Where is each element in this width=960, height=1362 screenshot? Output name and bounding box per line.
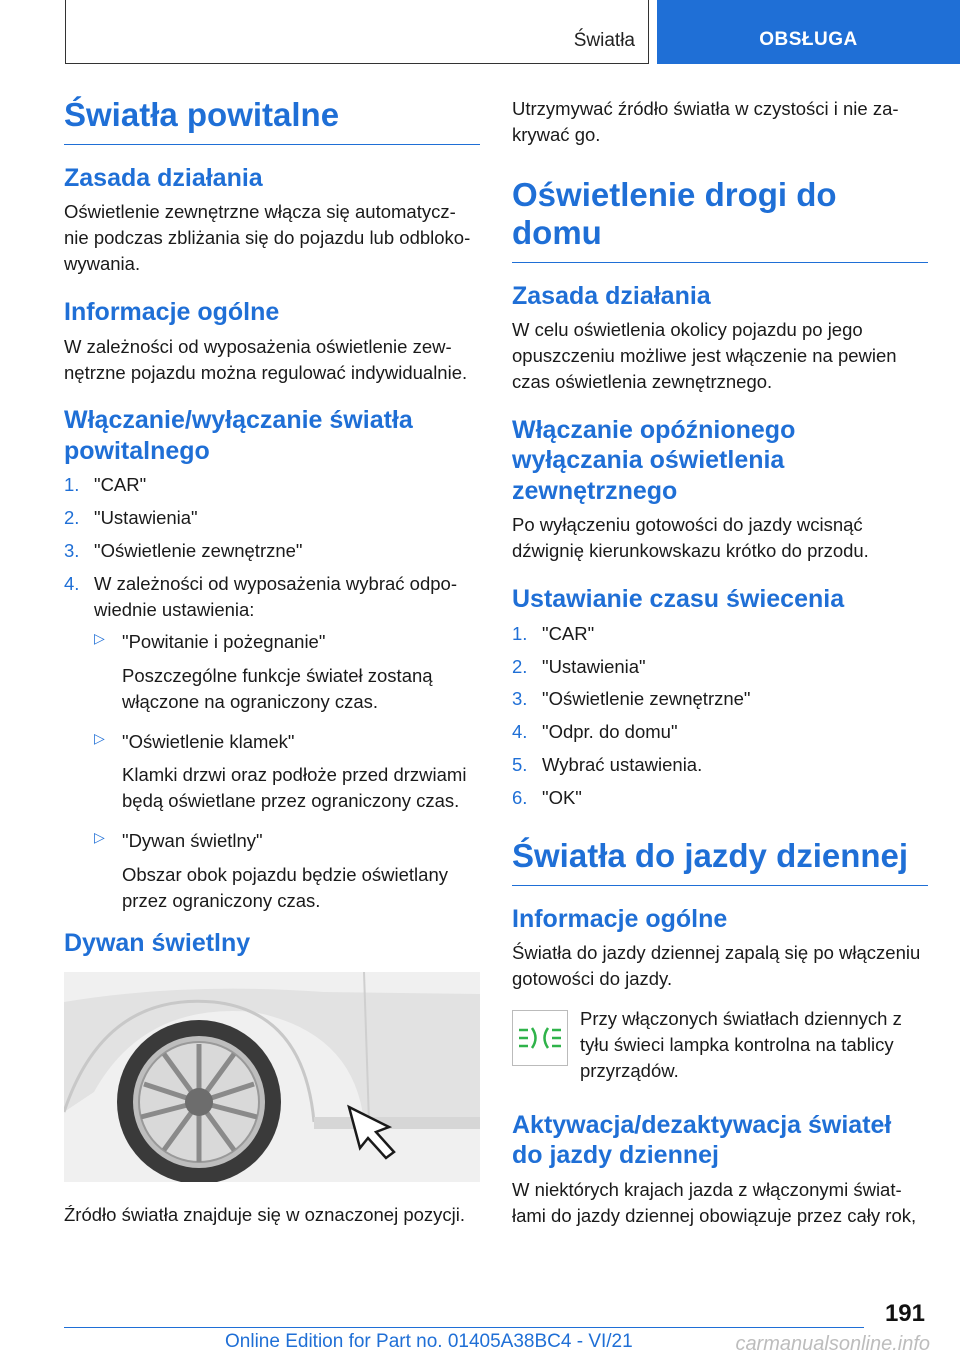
daytime-light-indicator-icon xyxy=(512,1010,568,1066)
right-column xyxy=(512,96,928,1249)
list-item: 6. "OK" xyxy=(512,787,582,809)
list-item: 4. W zależności od wyposażenia wybrać odpo- wiednie ustawienia: ▷ "Powitanie i pożegnanie" Poszczególne funkcje świateł zostaną włączone na ograniczony czas. ▷ "Oświetlenie klamek" Klamki drzwi oraz podłoże przed drzwiami będą oświetlane przez ograniczony czas. ▷ "Dywan świetlny" Obszar obok pojazdu będzie oświetlany przez ograniczony czas. xyxy=(64,571,480,914)
option-item: ▷ "Powitanie i pożegnanie" Poszczególne funkcje świateł zostaną włączone na ograniczony czas. xyxy=(94,629,433,712)
photo-caption: Źródło światła znajduje się w oznaczonej pozycji. xyxy=(64,1204,466,1226)
car-wheel-photo xyxy=(64,972,480,1182)
option-item: ▷ "Oświetlenie klamek" Klamki drzwi oraz podłoże przed drzwiami będą oświetlane przez ograniczony czas. xyxy=(94,729,467,812)
footer-edition: Online Edition for Part no. 01405A38BC4 - VI/21 xyxy=(225,1331,633,1352)
heading-general-info: Informacje ogólne xyxy=(64,298,280,327)
page-number: 191 xyxy=(884,1300,925,1327)
heading-toggle-welcome: Włączanie/wyłączanie światła powitalnego xyxy=(64,406,413,465)
triangle-icon: ▷ xyxy=(94,829,105,846)
header-section: Światła xyxy=(573,30,635,51)
heading-light-carpet: Dywan świetlny xyxy=(64,928,251,957)
heading-delayed-off: Włączanie opóźnionego wyłączania oświetlenia zewnętrznego xyxy=(512,415,796,505)
list-item: 3. "Oświetlenie zewnętrzne" xyxy=(512,688,751,710)
heading-activation: Aktywacja/dezaktywacja świateł do jazdy dziennej xyxy=(512,1110,892,1170)
options-list xyxy=(94,629,480,914)
indicator-note-text: Przy włączonych światłach dziennych z tyłu świeci lampka kontrolna na tablicy przyrządów. xyxy=(580,1008,902,1081)
steps-welcome xyxy=(64,472,480,913)
car-wheel-illustration xyxy=(64,972,480,1182)
title-daytime-running-lights: Światła do jazdy dziennej xyxy=(512,837,928,886)
title-welcome-lights: Światła powitalne xyxy=(64,96,480,145)
list-item: 1. "CAR" xyxy=(512,622,595,644)
heading-set-duration: Ustawianie czasu świecenia xyxy=(512,585,845,614)
list-item: 2. "Ustawienia" xyxy=(512,655,646,677)
triangle-icon: ▷ xyxy=(94,729,105,746)
section-tab-label: OBSŁUGA xyxy=(759,29,858,50)
list-item: 2. "Ustawienia" xyxy=(64,507,198,529)
steps-duration xyxy=(512,621,928,811)
list-item: 1. "CAR" xyxy=(64,474,147,496)
footer-divider xyxy=(64,1327,864,1328)
left-column xyxy=(64,96,480,1248)
paragraph-activation: W niektórych krajach jazda z włączonymi świat- łami do jazdy dziennej obowiązuje przez cały rok, xyxy=(512,1178,917,1226)
section-tab[interactable] xyxy=(657,0,960,64)
triangle-icon: ▷ xyxy=(94,629,105,646)
paragraph-principle: Oświetlenie zewnętrzne włącza się automatycz- nie podczas zbliżania się do pojazdu lub odbloko- wywania. xyxy=(64,201,471,275)
watermark: carmanualsonline.info xyxy=(735,1333,930,1355)
list-item: 5. Wybrać ustawienia. xyxy=(512,754,703,776)
list-item: 3. "Oświetlenie zewnętrzne" xyxy=(64,540,303,562)
heading-principle-2: Zasada działania xyxy=(512,281,711,310)
header-frame xyxy=(65,0,649,64)
indicator-note xyxy=(512,1006,928,1084)
heading-principle: Zasada działania xyxy=(64,163,263,192)
list-item: 4. "Odpr. do domu" xyxy=(512,721,678,743)
paragraph-principle-2: W celu oświetlenia okolicy pojazdu po jego opuszczeniu możliwe jest włączenie na pewien czas oświetlenia zewnętrznego. xyxy=(512,319,897,392)
heading-general-info-2: Informacje ogólne xyxy=(512,904,728,933)
paragraph-keep-clean: Utrzymywać źródło światła w czystości i nie za- krywać go. xyxy=(512,98,899,145)
option-item: ▷ "Dywan świetlny" Obszar obok pojazdu będzie oświetlany przez ograniczony czas. xyxy=(94,829,448,911)
paragraph-general-info-2: Światła do jazdy dziennej zapalą się po włączeniu gotowości do jazdy. xyxy=(512,942,921,990)
title-follow-me-home: Oświetlenie drogi do domu xyxy=(512,176,928,263)
paragraph-general-info: W zależności od wyposażenia oświetlenie zew- nętrzne pojazdu można regulować indywidualnie. xyxy=(64,335,468,383)
paragraph-delayed-off: Po wyłączeniu gotowości do jazdy wcisnąć dźwignię kierunkowskazu krótko do przodu. xyxy=(512,514,869,562)
